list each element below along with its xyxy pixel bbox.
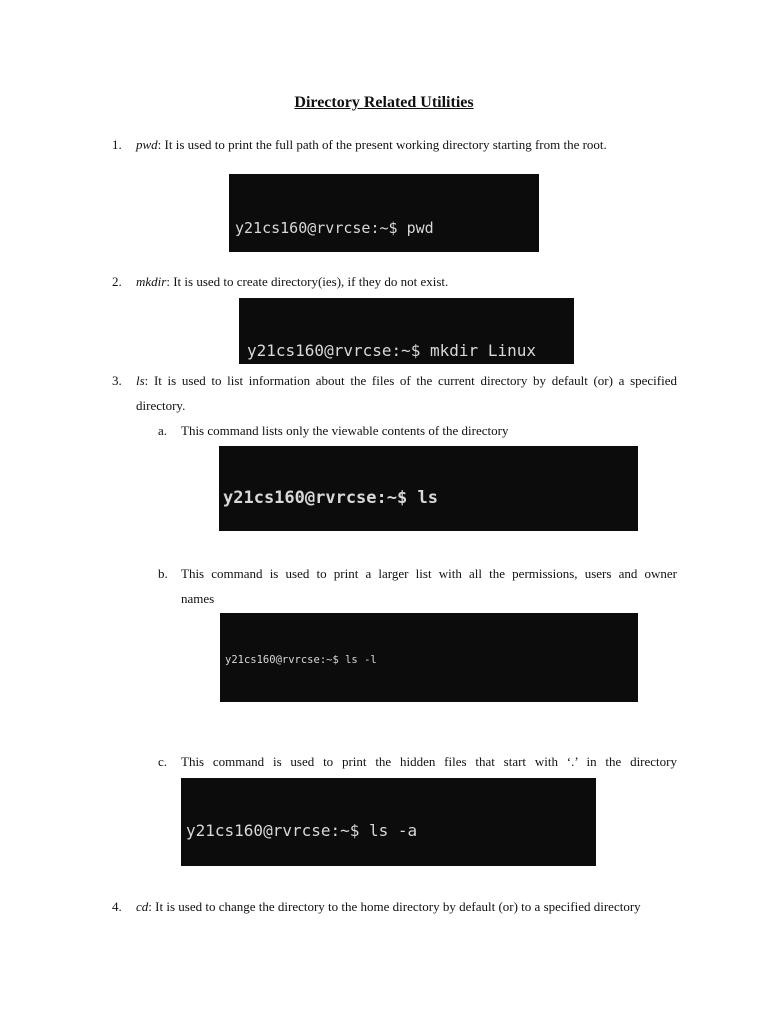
item-2-number: 2. bbox=[112, 274, 122, 289]
item-1-number: 1. bbox=[112, 137, 122, 152]
item-1-command: pwd bbox=[136, 137, 158, 152]
subitem-b-text-line1: This command is used to print a larger list with all the permissions, users and owner bbox=[181, 566, 677, 581]
terminal-mkdir bbox=[239, 298, 574, 364]
subitem-c-letter: c. bbox=[158, 754, 168, 769]
item-3-description: : It is used to list information about the files of the current directory by default (or) a specified bbox=[144, 373, 677, 388]
terminal-line: y21cs160@rvrcse:~$ ls -l bbox=[225, 654, 377, 666]
item-1-description: : It is used to print the full path of the present working directory starting from the root. bbox=[157, 137, 607, 152]
item-4-command: cd bbox=[136, 899, 149, 914]
item-4-text bbox=[136, 894, 641, 919]
item-2-text bbox=[136, 269, 448, 294]
terminal-line: y21cs160@rvrcse:~$ ls bbox=[223, 488, 438, 508]
item-3-command: ls bbox=[136, 373, 145, 388]
terminal-line: y21cs160@rvrcse:~$ pwd bbox=[235, 219, 434, 237]
item-2-command: mkdir bbox=[136, 274, 167, 289]
page-title: Directory Related Utilities bbox=[294, 94, 474, 111]
subitem-c-text: This command is used to print the hidden files that start with ‘.’ in the directory bbox=[181, 754, 677, 769]
subitem-b-text-line2: names bbox=[181, 591, 215, 606]
subitem-b-letter: b. bbox=[158, 566, 168, 581]
item-3-text-line1 bbox=[136, 368, 677, 393]
terminal-ls-l bbox=[220, 613, 638, 702]
terminal-line: y21cs160@rvrcse:~$ ls -a bbox=[186, 821, 418, 840]
item-4-description: : It is used to change the directory to the home directory by default (or) to a specified directory bbox=[148, 899, 641, 914]
terminal-ls-a bbox=[181, 778, 596, 866]
terminal-line: y21cs160@rvrcse:~$ mkdir Linux bbox=[247, 341, 536, 360]
terminal-ls bbox=[219, 446, 638, 531]
item-1-text bbox=[136, 132, 607, 157]
subitem-a-text: This command lists only the viewable contents of the directory bbox=[181, 423, 509, 438]
terminal-pwd bbox=[229, 174, 539, 252]
item-4-number: 4. bbox=[112, 899, 122, 914]
item-3-number: 3. bbox=[112, 373, 122, 388]
item-3-text-line2: directory. bbox=[136, 398, 186, 413]
subitem-a-letter: a. bbox=[158, 423, 168, 438]
item-2-description: : It is used to create directory(ies), if they do not exist. bbox=[166, 274, 449, 289]
